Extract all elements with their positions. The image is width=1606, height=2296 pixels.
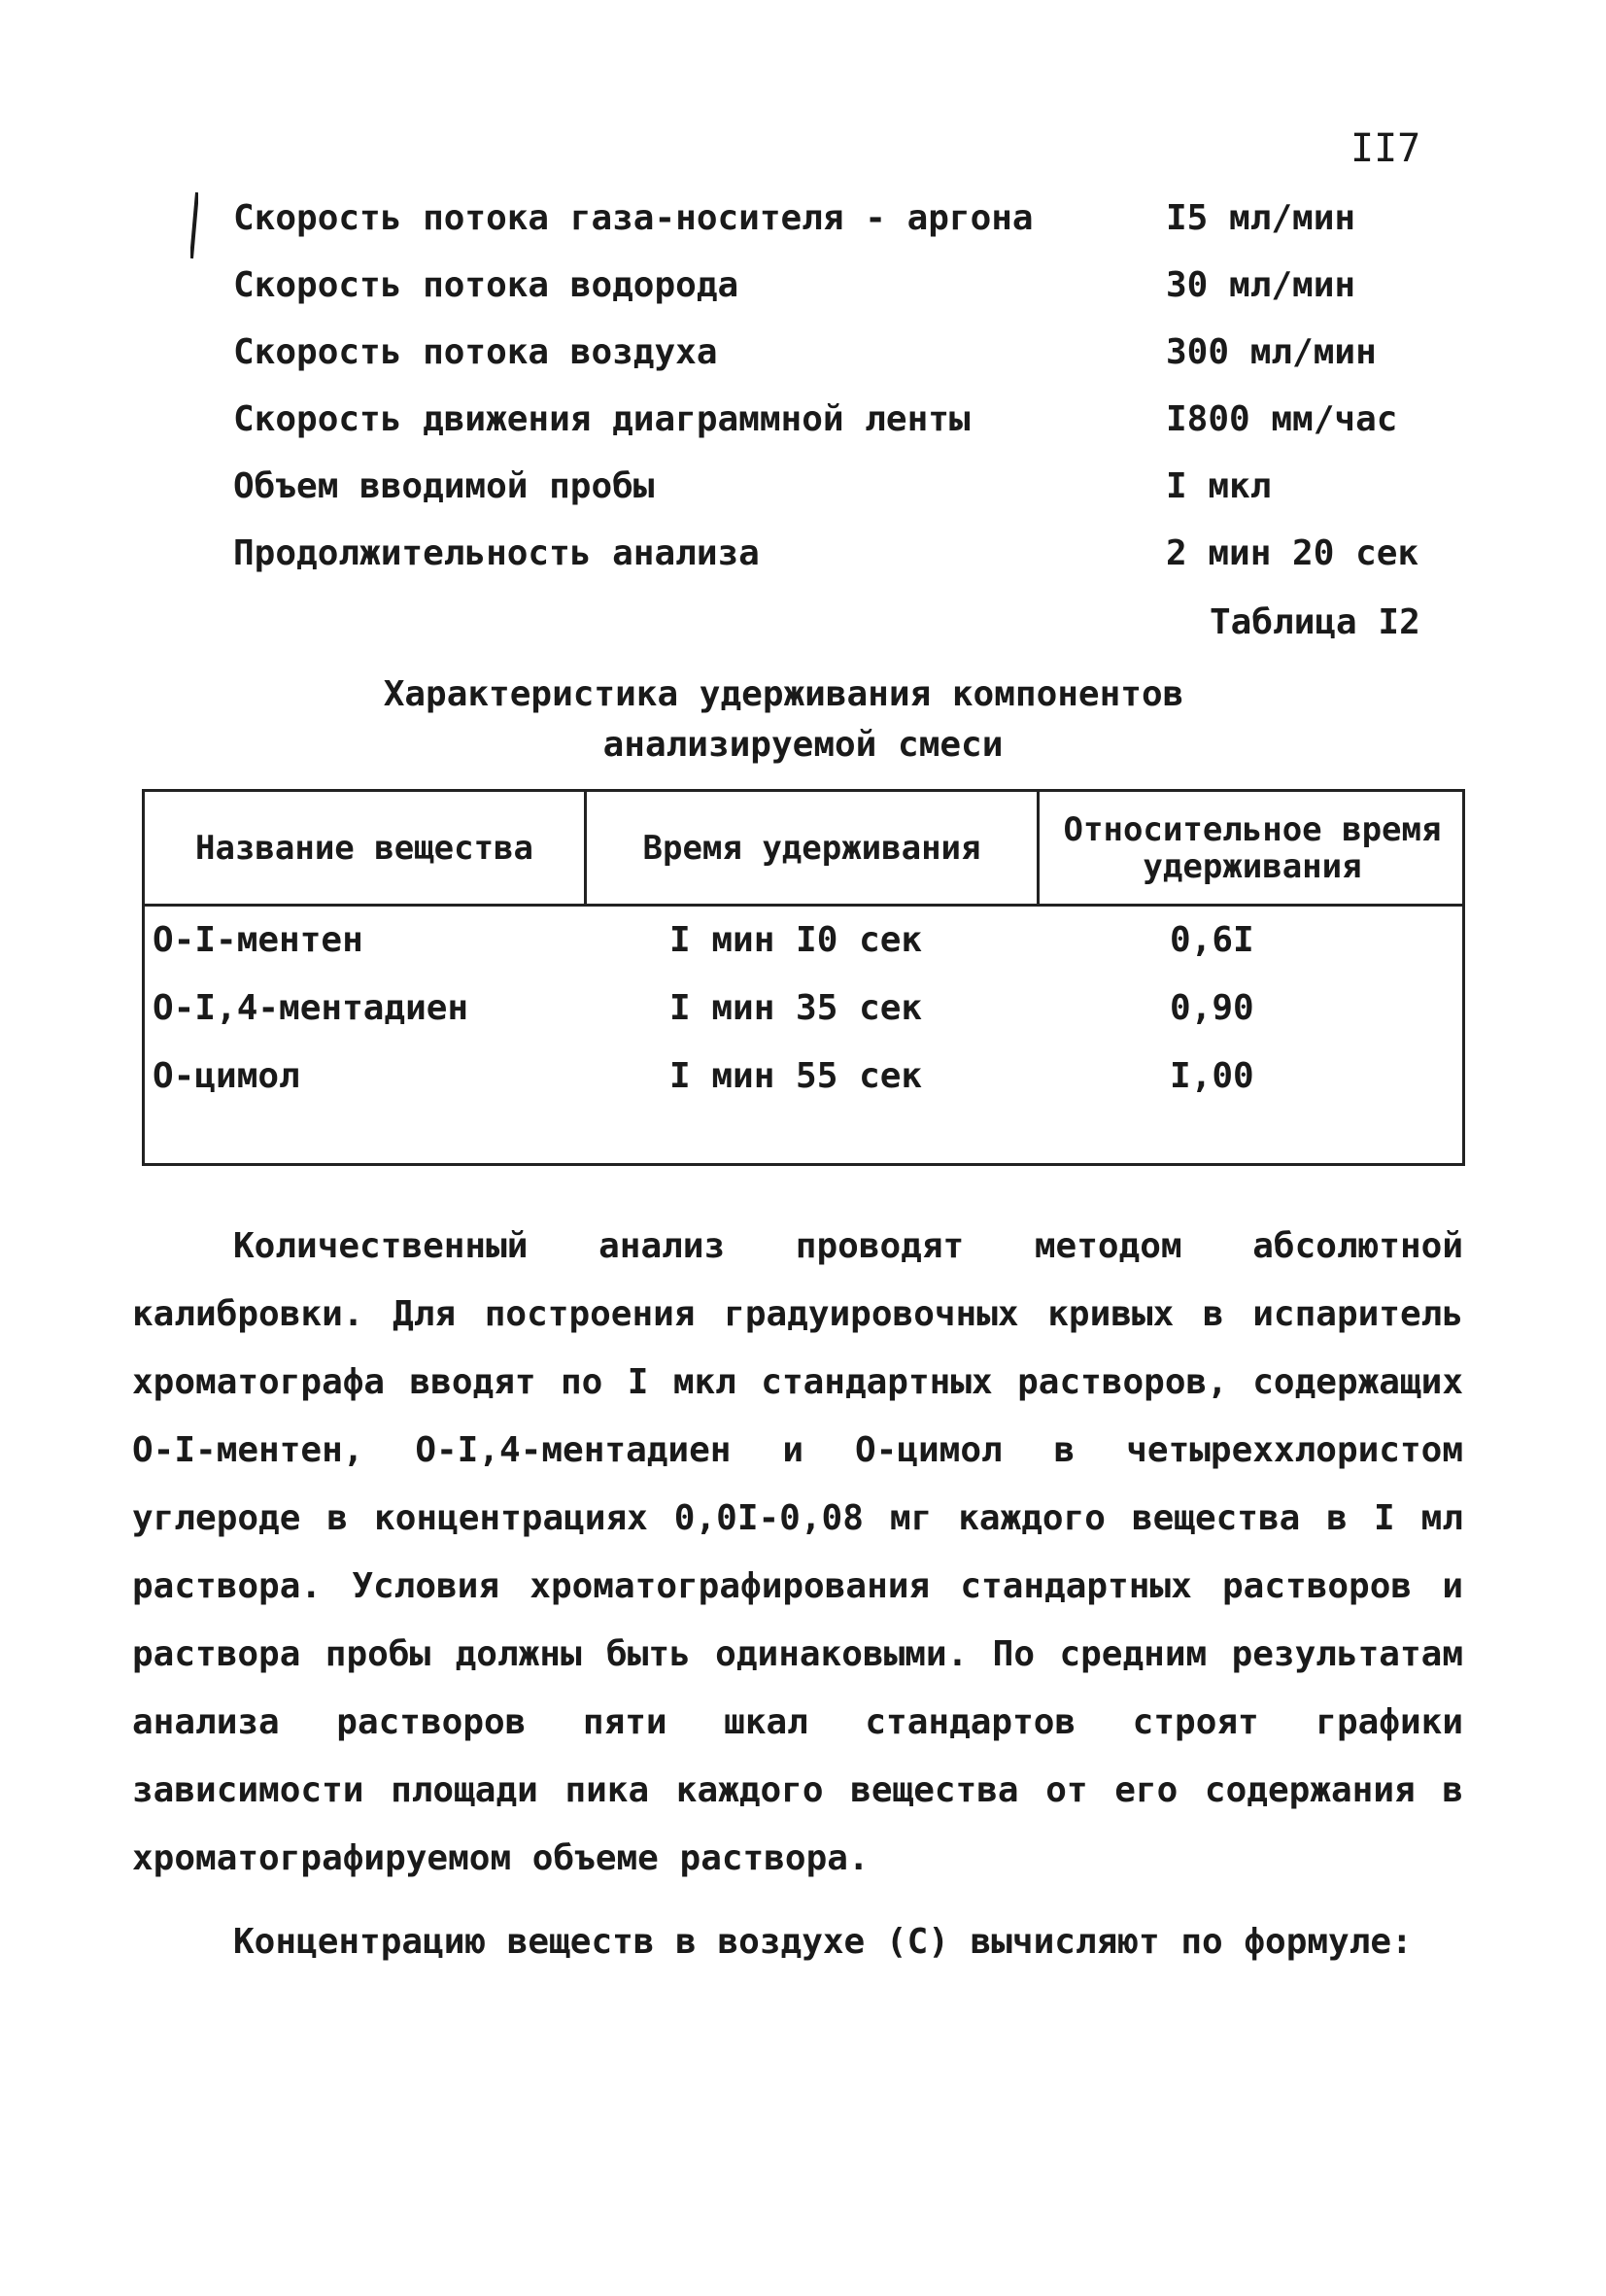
table-title-continued: анализируемой смеси (602, 725, 1004, 765)
table-row (145, 1052, 1462, 1120)
parameter-row (233, 328, 1448, 395)
body-text (132, 1213, 1463, 1976)
parameter-label: Скорость потока газа-носителя - аргона (233, 198, 1034, 238)
parameter-row (233, 261, 1448, 328)
table-row (145, 984, 1462, 1052)
table-title: Характеристика удерживания компонентов (383, 674, 1184, 714)
parameter-value: 2 мин 20 сек (1166, 533, 1419, 573)
column-header-relative-time: Относительное время удерживания (1063, 809, 1442, 886)
cell-relative-time: 0,90 (1170, 988, 1254, 1028)
margin-mark (190, 190, 198, 260)
parameter-value: 300 мл/мин (1166, 332, 1377, 372)
parameter-row (233, 530, 1448, 597)
page-number: II7 (1350, 126, 1421, 171)
table-caption: Таблица I2 (1210, 602, 1420, 642)
cell-substance: О-I,4-ментадиен (153, 988, 469, 1028)
parameter-value: I5 мл/мин (1166, 198, 1356, 238)
parameter-value: 30 мл/мин (1166, 265, 1356, 305)
table-body (145, 916, 1462, 1120)
parameter-label: Скорость потока воздуха (233, 332, 718, 372)
table-row (145, 916, 1462, 984)
cell-substance: О-цимол (153, 1056, 300, 1096)
retention-table (142, 789, 1465, 1166)
column-header-retention-time: Время удерживания (642, 828, 981, 868)
table-header-row (145, 792, 1462, 907)
parameter-label: Продолжительность анализа (233, 533, 760, 573)
parameter-value: I мкл (1166, 466, 1272, 506)
cell-relative-time: I,00 (1170, 1056, 1254, 1096)
paragraph-quantitative-analysis: Количественный анализ проводят методом абсолютной калибровки. Для построения градуировочных кривых в испаритель хроматографа вводят по I мкл стандартных растворов, содержащих О-I-ментен, О-I,4-ментадиен и О-цимол в четыреххлористом углероде в концентрациях 0,0I-0,08 мг каждого вещества в I мл раствора. Условия хроматографирования стандартных растворов и раствора пробы должны быть одинаковыми. По средним результатам анализа растворов пяти шкал стандартов строят графики зависимости площади пика каждого вещества от его содержания в хроматографируемом объеме раствора. (132, 1226, 1463, 1878)
parameter-row (233, 395, 1448, 463)
cell-retention-time: I мин 55 сек (669, 1056, 923, 1096)
column-header-substance: Название вещества (195, 828, 533, 868)
parameter-label: Скорость движения диаграммной ленты (233, 399, 971, 439)
cell-substance: О-I-ментен (153, 920, 363, 960)
cell-retention-time: I мин 35 сек (669, 988, 923, 1028)
parameters-list (233, 194, 1448, 597)
parameter-label: Объем вводимой пробы (233, 466, 655, 506)
cell-retention-time: I мин I0 сек (669, 920, 923, 960)
cell-relative-time: 0,6I (1170, 920, 1254, 960)
parameter-row (233, 194, 1448, 261)
parameter-label: Скорость потока водорода (233, 265, 739, 305)
parameter-value: I800 мм/час (1166, 399, 1398, 439)
paragraph-formula-intro: Концентрацию веществ в воздухе (С) вычисляют по формуле: (233, 1922, 1413, 1962)
parameter-row (233, 463, 1448, 530)
